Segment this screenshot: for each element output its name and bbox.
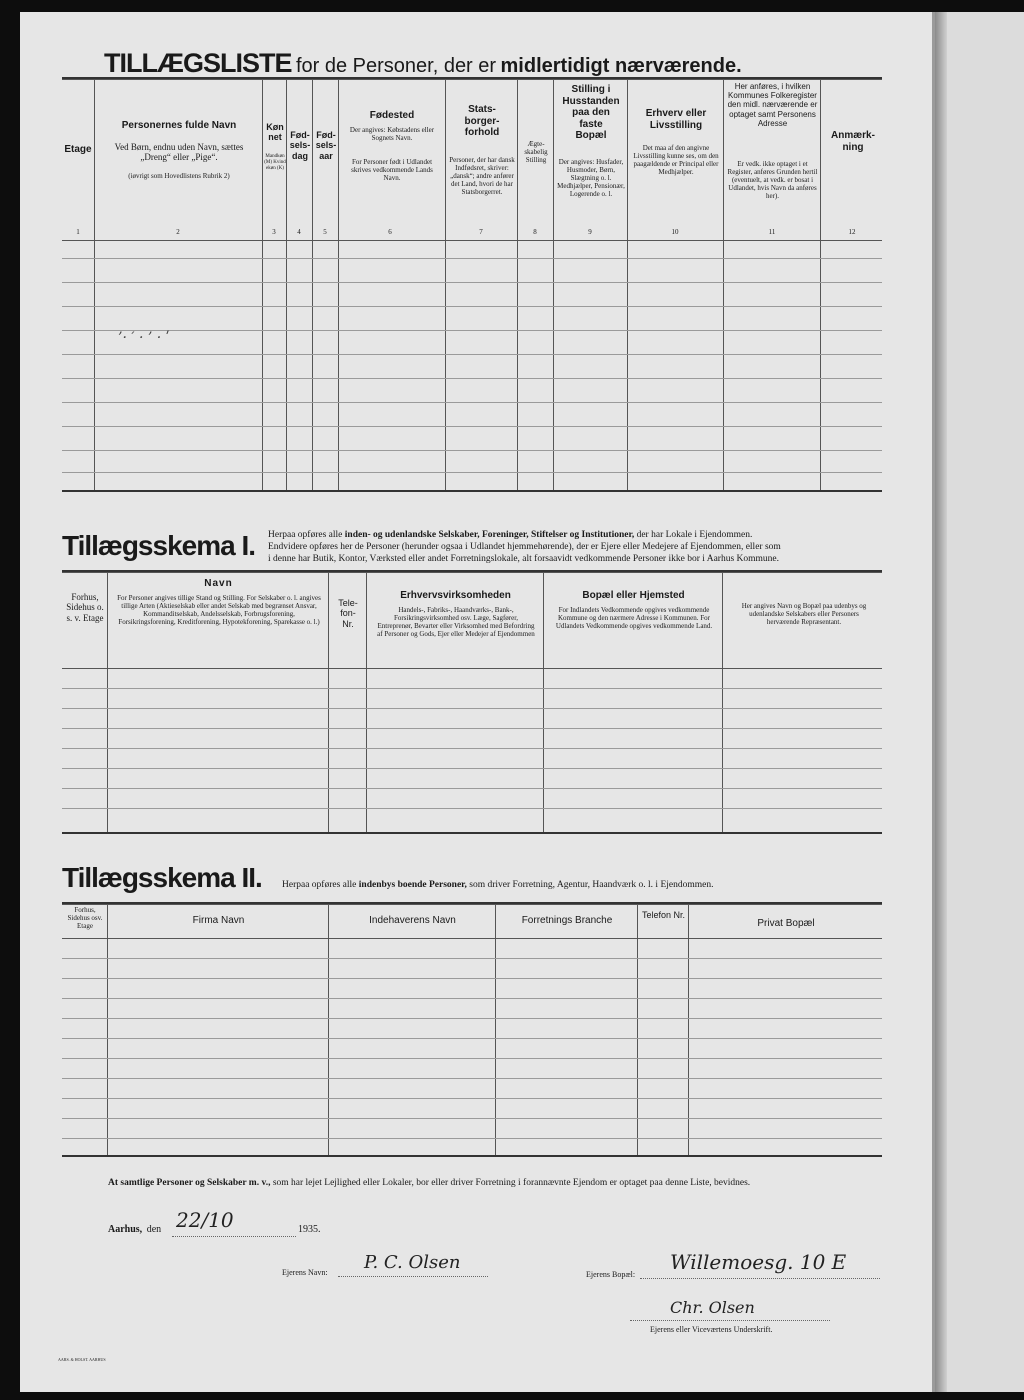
col-navn-header: Personernes fulde Navn [121,120,237,131]
schema1-col-erhverv-sub: Handels-, Fabriks-, Haandværks-, Bank-, Forsikringsvirksomhed osv. Læge, Sagfører, Entreprenør, Bevarter eller Virksomhed med Befordring af Personer og Gods, Ejer eller Medejer af Ejendommen [377,606,535,639]
footer-statement-bold: At samtlige Personer og Selskaber m. v., [108,1178,271,1188]
col-foedested-header: Fødested [369,110,415,121]
schema2-desc [282,880,713,890]
schema1-desc-line3: i denne har Butik, Kontor, Værksted eller andet Forretningslokale, alt forsaavidt vedkommende Personer ikke bor i Aarhus Kommune. [268,553,780,564]
col-statsborger-header: Stats- borger- forhold [464,104,500,138]
schema1-col-bopael: Bopæl eller Hjemsted [582,590,685,601]
col-foedested-sub: Der angives: Købstadens eller Sognets Navn. [349,126,435,143]
col-erhverv-header: Erhverv eller Livsstilling [645,108,707,131]
col-num-5: 5 [323,228,327,236]
schema1-col-telefon: Tele- fon- Nr. [338,598,358,629]
schema1-col-erhverv: Erhvervsvirksomheden [400,590,511,601]
schema1-desc1-pre: Herpaa opføres alle [268,530,343,540]
footer-place: Aarhus, [108,1224,143,1235]
schema1-title: Tillægsskema I. [62,530,256,561]
schema1-desc1-post: der har Lokale i Ejendommen. [636,530,753,540]
col-num-2: 2 [176,228,180,236]
col-foedselsdag-header: Fød- sels- dag [289,130,311,161]
col-navn-note: (iøvrigt som Hovedlistens Rubrik 2) [128,172,230,180]
schema2-col-telefon: Telefon Nr. [641,910,686,920]
col-foedested-note: For Personer født i Udlandet skrives vedkommende Lands Navn. [351,158,433,183]
col-koennet-header: Kønnet [266,122,284,143]
schema2-col-branche: Forretnings Branche [521,915,613,926]
col-num-4: 4 [297,228,301,236]
footer-den: den [146,1224,162,1235]
schema1-col-bopael-sub: For Indlandets Vedkommende opgives vedkommende Kommune og den nærmere Adresse i Kommunen. For Udlandets Vedkommende opgives vedkommende Land. [555,606,713,631]
schema1-desc [268,530,888,566]
main-title-bold2: midlertidigt nærværende. [500,55,742,77]
col-statsborger-sub: Personer, der har dansk Indfødsret, skriver: „dansk“; andre anfører det Land, hvori de har Statsborgerret. [449,156,515,197]
col-aegteskab-header: Ægte- skabelig Stilling [524,140,548,165]
col-num-10: 10 [671,228,679,236]
schema1-desc-line1 [268,530,888,542]
col-anmaerkning-header: Anmærk- ning [831,130,875,153]
col-num-8: 8 [533,228,537,236]
col-num-11: 11 [768,228,776,236]
col-num-12: 12 [848,228,856,236]
form-sheet [20,12,932,1392]
printer-imprint: AARS. & HOLST. AARHUS [58,1357,106,1362]
col-navn-sub: Ved Børn, endnu uden Navn, sættes „Dreng“ eller „Pige“. [114,142,244,163]
schema1-col-navn: Navn [204,578,233,589]
col-num-6: 6 [388,228,392,236]
schema2-desc-post: som driver Forretning, Agentur, Haandværk o. l. i Ejendommen. [469,880,714,890]
schema2-col-indehaver: Indehaverens Navn [369,915,456,926]
col-num-9: 9 [588,228,592,236]
schema2-col-firma: Firma Navn [192,915,245,926]
schema2-title: Tillægsskema II. [62,862,262,893]
entry-faint-mark: ’· ′ · ’ · ʹ [118,330,170,346]
col-etage-header: Etage [64,144,92,155]
signature-label: Ejerens eller Viceværtens Underskrift. [650,1325,773,1334]
owner-address-hw: Willemoesg. 10 E [670,1250,847,1274]
owner-name-hw: P. C. Olsen [364,1252,461,1273]
owner-name-label: Ejerens Navn: [282,1268,328,1277]
col-koennet-sub: Mandkøn (M) Kvindekøn (K) [264,154,286,171]
schema1-desc-line2: Endvidere opføres her de Personer (herunder ogsaa i Udlandet hjemmehørende), der er Ejere eller Medejere af Ejendommen, eller som [268,541,781,552]
schema1-desc1-bold: inden- og udenlandske Selskaber, Foreninger, Stiftelser og Institutioner, [344,530,635,540]
col-foedselsaar-header: Fød- sels- aar [315,130,337,161]
main-title-bold: TILLÆGSLISTE [104,48,292,78]
col-num-3: 3 [272,228,276,236]
col-husstand-header: Stilling i Husstanden paa den faste Bopæl [562,84,620,141]
footer-statement-rest: som har lejet Lejlighed eller Lokaler, bor eller driver Forretning i forannævnte Ejendom er optaget paa denne Liste, bevidnes. [272,1178,751,1188]
footer-date-line [108,1224,161,1235]
col-num-7: 7 [479,228,483,236]
schema1-col-etage: Forhus, Sidehus o. s. v. Etage [66,592,104,623]
signature-hw: Chr. Olsen [670,1298,755,1317]
footer-date-hw: 22/10 [176,1208,234,1232]
schema2-col-bopael: Privat Bopæl [757,918,815,929]
col-num-1: 1 [76,228,80,236]
schema1-col-navn-sub: For Personer angives tillige Stand og Stilling. For Selskaber o. l. angives tillige Arten (Aktieselskab eller andet Selskab med begrænset Ansvar, Kommanditselskab, Andelsselskab, Forbrugsforening, Forsikringsforening, Kreditforening, Hypotekforening, Sparekasse o. l.) [117,594,321,627]
main-title [104,48,904,79]
facing-page-edge [932,12,1024,1392]
col-folkeregister-header: Her anføres, i hvilken Kommunes Folkeregister den midl. nærværende er optaget samt Personens Adresse [727,82,818,128]
footer-statement [108,1178,888,1188]
col-folkeregister-sub: Er vedk. ikke optaget i et Register, anføres Grunden hertil (eventuelt, at vedk. er bosat i Udlandet, hvis Navn da anføres her). [727,160,818,201]
footer-year: 1935. [298,1224,321,1235]
schema2-desc-bold: indenbys boende Personer, [358,880,467,890]
main-title-rest: for de Personer, der er [295,55,497,77]
schema1-col-repr: Her angives Navn og Bopæl paa udenbys og udenlandske Selskabers eller Personers herværende Repræsentant. [741,602,867,627]
schema2-desc-pre: Herpaa opføres alle [282,880,357,890]
col-erhverv-sub: Det maa af den angivne Livsstilling kunne ses, om den paagældende er Principal eller Medhjælper. [633,144,719,177]
owner-address-label: Ejerens Bopæl: [586,1270,636,1279]
schema2-col-etage: Forhus, Sidehus osv. Etage [67,906,103,931]
col-husstand-sub: Der angives: Husfader, Husmoder, Børn, Slægtning o. l. Medhjælper, Pensionær, Logerende o. l. [557,158,625,199]
